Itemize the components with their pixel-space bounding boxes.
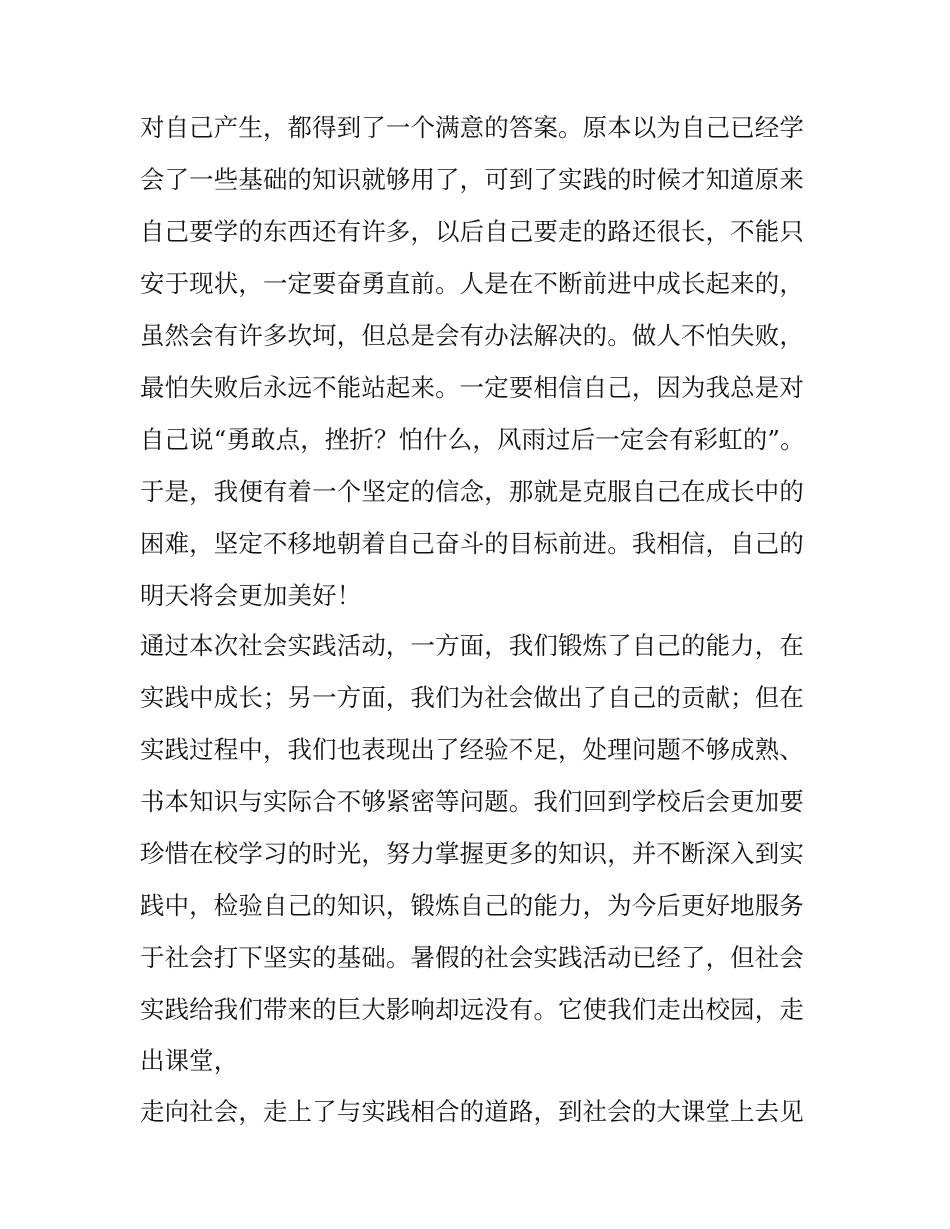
text-line-12: 实践中成长；另一方面，我们为社会做出了自己的贡献；但在 [140, 683, 804, 712]
text-line-19: 出课堂， [140, 1046, 239, 1075]
text-line-11: 通过本次社会实践活动，一方面，我们锻炼了自己的能力，在 [140, 631, 804, 660]
text-line-18: 实践给我们带来的巨大影响却远没有。它使我们走出校园，走 [140, 995, 804, 1024]
text-line-13: 实践过程中，我们也表现出了经验不足，处理问题不够成熟、 [140, 735, 804, 764]
text-line-8: 于是，我便有着一个坚定的信念，那就是克服自己在成长中的 [140, 477, 804, 506]
text-line-1: 对自己产生，都得到了一个满意的答案。原本以为自己已经学 [140, 113, 804, 142]
text-line-14: 书本知识与实际合不够紧密等问题。我们回到学校后会更加要 [140, 787, 804, 816]
text-line-7: 自己说“勇敢点，挫折？怕什么，风雨过后一定会有彩虹的”。 [140, 425, 805, 454]
text-line-2: 会了一些基础的知识就够用了，可到了实践的时候才知道原来 [140, 165, 804, 194]
text-line-9: 困难，坚定不移地朝着自己奋斗的目标前进。我相信，自己的 [140, 529, 804, 558]
text-line-4: 安于现状，一定要奋勇直前。人是在不断前进中成长起来的， [140, 269, 804, 298]
text-line-17: 于社会打下坚实的基础。暑假的社会实践活动已经了，但社会 [140, 943, 804, 972]
text-line-5: 虽然会有许多坎坷，但总是会有办法解决的。做人不怕失败， [140, 321, 804, 350]
text-line-10: 明天将会更加美好！ [140, 581, 362, 610]
text-line-16: 践中，检验自己的知识，锻炼自己的能力，为今后更好地服务 [140, 891, 804, 920]
text-line-3: 自己要学的东西还有许多，以后自己要走的路还很长，不能只 [140, 217, 804, 246]
text-line-6: 最怕失败后永远不能站起来。一定要相信自己，因为我总是对 [140, 373, 804, 402]
text-line-15: 珍惜在校学习的时光，努力掌握更多的知识，并不断深入到实 [140, 839, 804, 868]
text-line-20: 走向社会，走上了与实践相合的道路，到社会的大课堂上去见 [140, 1097, 804, 1126]
